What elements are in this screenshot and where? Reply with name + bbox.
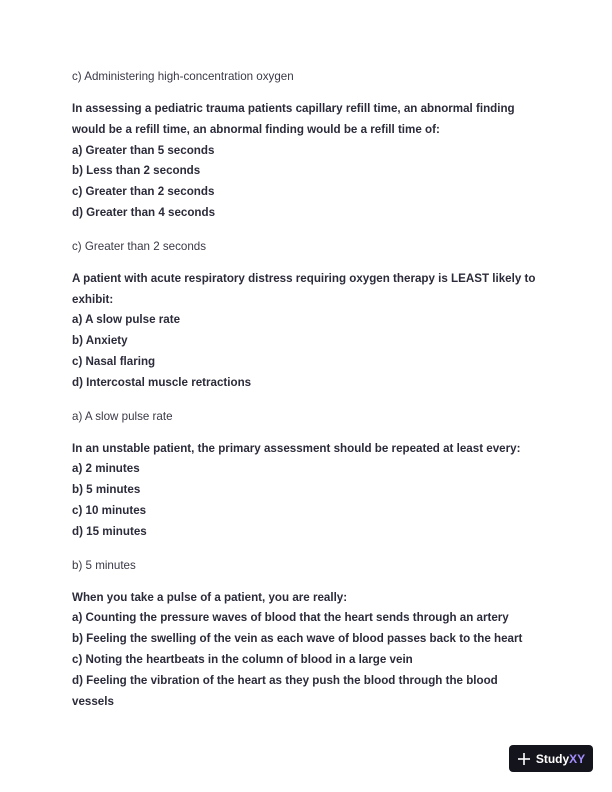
option-b: b) Less than 2 seconds: [72, 164, 201, 178]
question-text: A patient with acute respiratory distress requiring oxygen therapy is LEAST likely to exhibit:: [72, 271, 536, 306]
answer-text: c) Administering high-concentration oxygen: [72, 70, 294, 83]
brand-name: Study: [535, 751, 570, 766]
question-block: [72, 269, 542, 394]
brand-name-accent: XY: [569, 751, 586, 766]
option-c: c) Nasal flaring: [72, 354, 156, 368]
question-block: [72, 588, 542, 713]
option-d: d) Intercostal muscle retractions: [72, 375, 252, 389]
document-page: [72, 66, 542, 724]
question-block: [72, 439, 542, 543]
option-d: d) Greater than 4 seconds: [72, 205, 216, 219]
option-a: a) Counting the pressure waves of blood that the heart sends through an artery: [72, 611, 509, 625]
plus-icon: [517, 752, 531, 766]
option-a: a) 2 minutes: [72, 462, 140, 476]
option-a: a) Greater than 5 seconds: [72, 143, 215, 157]
option-c: c) 10 minutes: [72, 503, 147, 517]
question-text: When you take a pulse of a patient, you are really:: [72, 590, 348, 604]
answer-text: a) A slow pulse rate: [72, 409, 173, 423]
answer-text: b) 5 minutes: [72, 558, 136, 572]
option-b: b) Anxiety: [72, 334, 128, 348]
option-c: c) Greater than 2 seconds: [72, 185, 215, 199]
option-b: b) 5 minutes: [72, 483, 141, 497]
answer-text: c) Greater than 2 seconds: [72, 239, 207, 253]
option-d: d) Feeling the vibration of the heart as they push the blood through the blood vessels: [72, 673, 498, 708]
question-text: In an unstable patient, the primary assessment should be repeated at least every:: [72, 441, 521, 455]
question-block: [72, 99, 542, 224]
studyxy-badge[interactable]: [509, 745, 593, 772]
option-a: a) A slow pulse rate: [72, 313, 181, 327]
option-b: b) Feeling the swelling of the vein as each wave of blood passes back to the heart: [72, 632, 523, 646]
option-c: c) Noting the heartbeats in the column of blood in a large vein: [72, 652, 413, 666]
option-d: d) 15 minutes: [72, 524, 147, 538]
question-text: In assessing a pediatric trauma patients capillary refill time, an abnormal finding would be a refill time, an abnormal finding would be a refill time of:: [72, 102, 515, 136]
